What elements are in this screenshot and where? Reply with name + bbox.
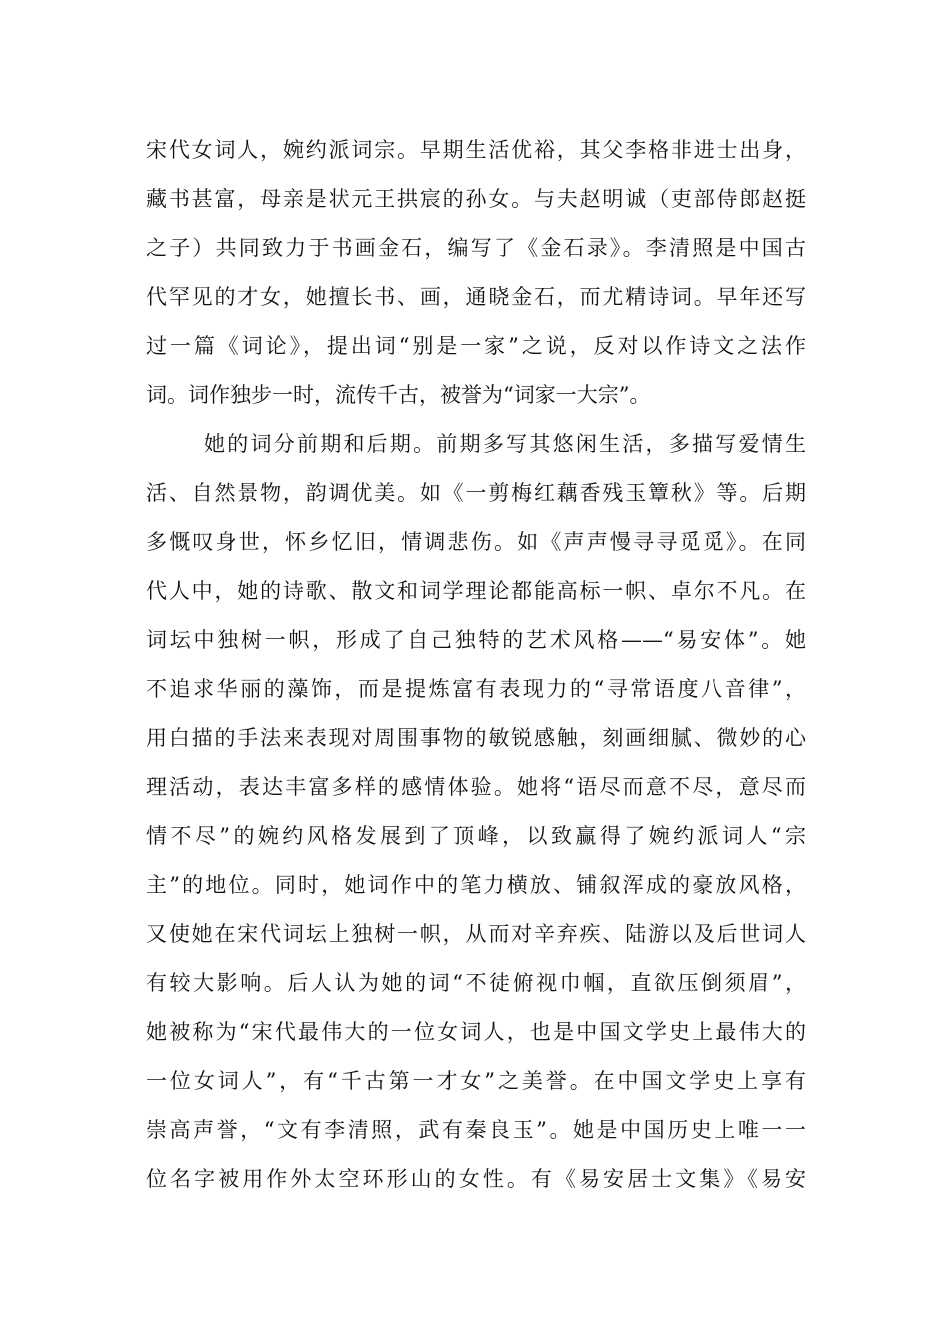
text-line: 崇高声誉，“文有李清照，武有秦良玉”。她是中国历史上唯一一 [146, 1118, 806, 1142]
text-line: 代罕见的才女，她擅长书、画，通晓金石，而尤精诗词。早年还写 [146, 285, 806, 309]
document-body [146, 126, 806, 1204]
text-line: 她的词分前期和后期。前期多写其悠闲生活，多描写爱情生 [204, 432, 806, 456]
text-line: 主”的地位。同时，她词作中的笔力横放、铺叙浑成的豪放风格， [146, 873, 806, 897]
text-line: 词。词作独步一时，流传千古，被誉为“词家一大宗”。 [146, 383, 651, 407]
text-line: 一位女词人”，有“千古第一才女”之美誉。在中国文学史上享有 [146, 1069, 806, 1093]
text-line: 不追求华丽的藻饰，而是提炼富有表现力的“寻常语度八音律”， [146, 677, 806, 701]
text-line: 位名字被用作外太空环形山的女性。有《易安居士文集》《易安 [146, 1167, 806, 1191]
text-line: 之子）共同致力于书画金石，编写了《金石录》。李清照是中国古 [146, 236, 806, 260]
text-line: 理活动，表达丰富多样的感情体验。她将“语尽而意不尽，意尽而 [146, 775, 806, 799]
text-line: 又使她在宋代词坛上独树一帜，从而对辛弃疾、陆游以及后世词人 [146, 922, 806, 946]
text-line: 词坛中独树一帜，形成了自己独特的艺术风格——“易安体”。她 [146, 628, 806, 652]
text-line: 宋代女词人，婉约派词宗。早期生活优裕，其父李格非进士出身， [146, 138, 806, 162]
text-line: 她被称为“宋代最伟大的一位女词人，也是中国文学史上最伟大的 [146, 1020, 806, 1044]
text-line: 情不尽”的婉约风格发展到了顶峰，以致赢得了婉约派词人“宗 [146, 824, 806, 848]
text-line: 代人中，她的诗歌、散文和词学理论都能高标一帜、卓尔不凡。在 [146, 579, 806, 603]
paragraph-2 [146, 420, 806, 1204]
text-line: 过一篇《词论》，提出词“别是一家”之说，反对以作诗文之法作 [146, 334, 806, 358]
text-line: 有较大影响。后人认为她的词“不徒俯视巾帼，直欲压倒须眉”， [146, 971, 806, 995]
text-line: 活、自然景物，韵调优美。如《一剪梅红藕香残玉簟秋》等。后期 [146, 481, 806, 505]
text-line: 多慨叹身世，怀乡忆旧，情调悲伤。如《声声慢寻寻觅觅》。在同 [146, 530, 806, 554]
text-line: 藏书甚富，母亲是状元王拱宸的孙女。与夫赵明诚（吏部侍郎赵挺 [146, 187, 806, 211]
text-line: 用白描的手法来表现对周围事物的敏锐感触，刻画细腻、微妙的心 [146, 726, 806, 750]
paragraph-1 [146, 126, 806, 420]
